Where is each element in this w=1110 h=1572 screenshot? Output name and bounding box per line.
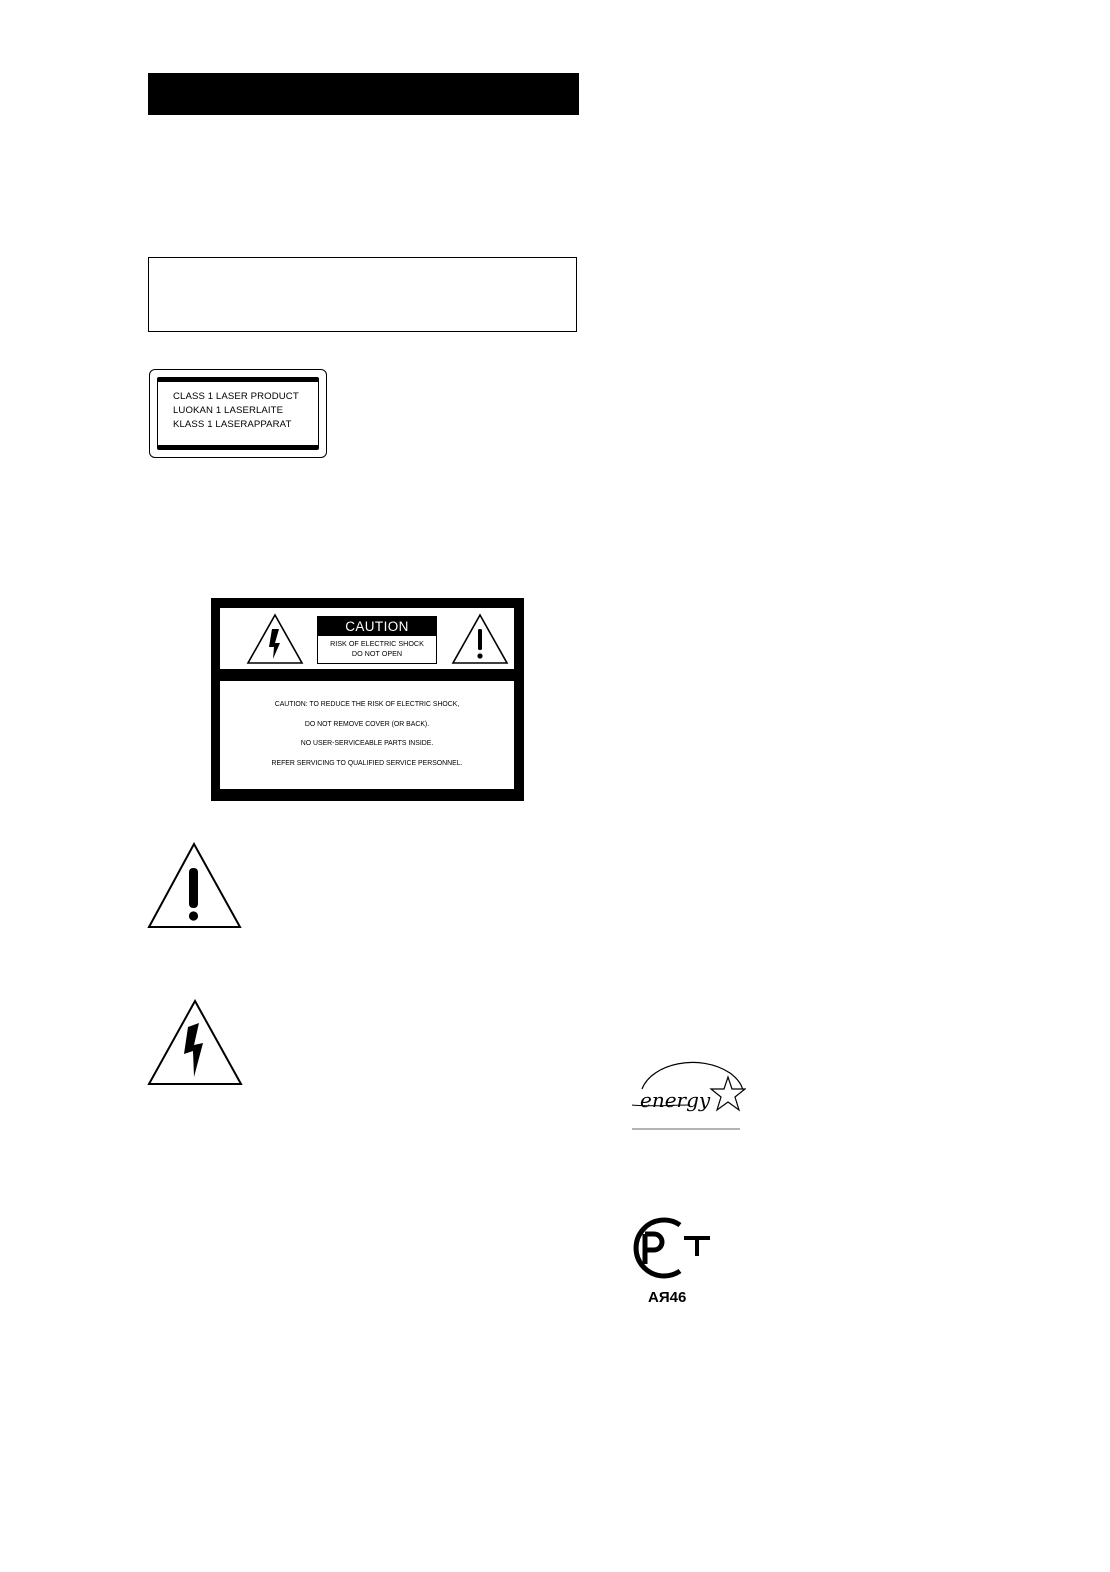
caution-body-line: CAUTION: TO REDUCE THE RISK OF ELECTRIC SHOCK,: [274, 701, 460, 708]
laser-product-label: [149, 369, 327, 458]
lightning-triangle-icon: [246, 613, 304, 665]
caution-subtitle: [318, 636, 436, 658]
caution-title-box: [317, 616, 437, 664]
exclamation-triangle-icon: [147, 842, 243, 930]
laser-label-line: LUOKAN 1 LASERLAITE: [173, 405, 284, 416]
caution-subtitle-line: DO NOT OPEN: [351, 648, 403, 658]
caution-body-line: DO NOT REMOVE COVER (OR BACK).: [304, 720, 430, 728]
caution-label: [211, 598, 524, 801]
caution-body-line: NO USER-SERVICEABLE PARTS INSIDE.: [300, 740, 434, 747]
laser-label-text: [158, 382, 318, 445]
pct-code: АЯ46: [648, 1289, 687, 1306]
caution-subtitle-line: RISK OF ELECTRIC SHOCK: [330, 639, 424, 648]
energy-star-logo: [630, 1055, 746, 1133]
lightning-triangle-icon: [147, 999, 243, 1087]
caution-body-text: [220, 695, 514, 773]
caution-title: CAUTION: [318, 617, 436, 636]
caution-label-top-panel: [220, 608, 514, 669]
exclamation-triangle-icon: [451, 613, 509, 665]
caution-body-line: REFER SERVICING TO QUALIFIED SERVICE PERSONNEL.: [271, 759, 463, 767]
caution-label-bottom-panel: [220, 681, 514, 789]
pct-certification-logo: [630, 1216, 714, 1280]
energy-star-wordmark: energy: [640, 1088, 711, 1112]
warning-box: [148, 257, 577, 332]
header-bar: [148, 73, 579, 115]
laser-label-line: KLASS 1 LASERAPPARAT: [173, 419, 292, 430]
laser-label-line: CLASS 1 LASER PRODUCT: [173, 391, 299, 402]
